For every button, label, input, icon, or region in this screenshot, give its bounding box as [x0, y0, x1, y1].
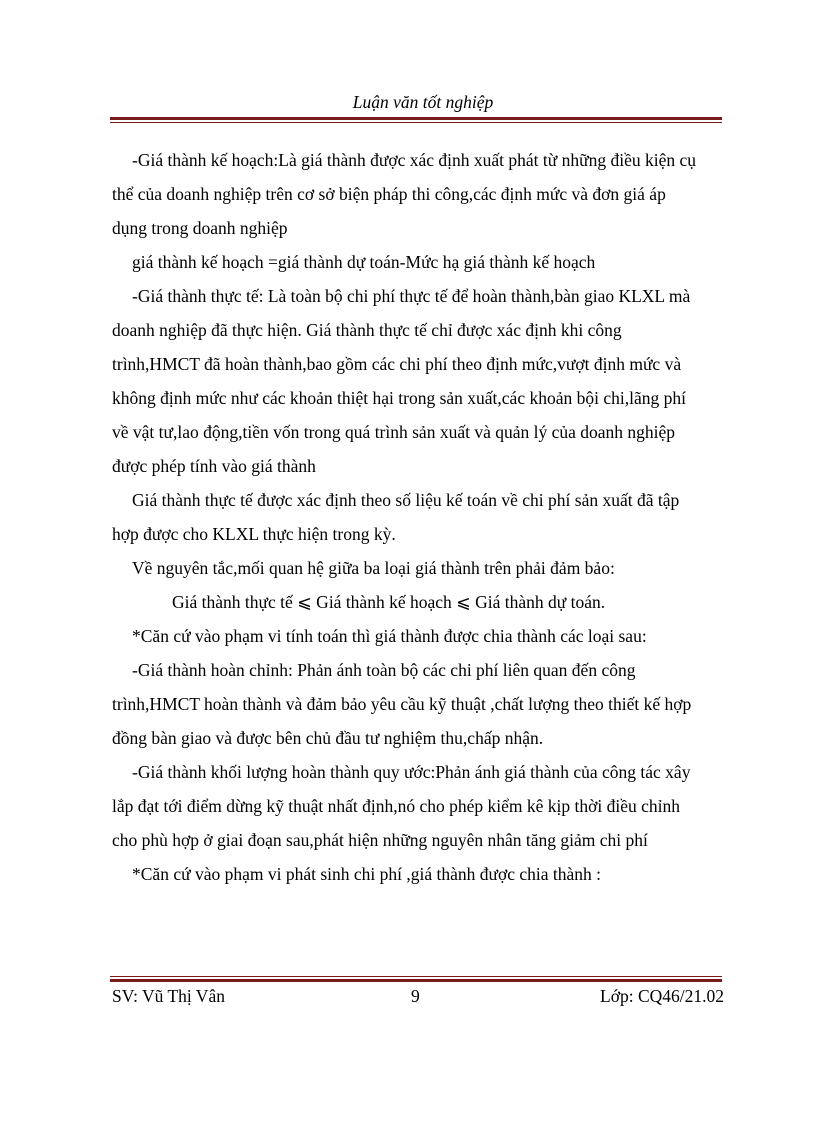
text-line: giá thành kế hoạch =giá thành dự toán-Mức hạ giá thành kế hoạch [132, 252, 596, 272]
text-line: dụng trong doanh nghiệp [112, 218, 288, 238]
footer-rule [110, 976, 722, 982]
text-line: trình,HMCT hoàn thành và đảm bảo yêu cầu kỹ thuật ,chất lượng theo thiết kế hợp [112, 694, 692, 714]
text-line: được phép tính vào giá thành [112, 456, 316, 476]
text-line: không định mức như các khoản thiệt hại trong sản xuất,các khoản bội chi,lãng phí [112, 388, 686, 408]
text-line: lắp đạt tới điểm dừng kỹ thuật nhất định,nó cho phép kiểm kê kịp thời điều chỉnh [112, 796, 680, 816]
text-line: *Căn cứ vào phạm vi phát sinh chi phí ,giá thành được chia thành : [132, 864, 602, 884]
text-line: -Giá thành kế hoạch:Là giá thành được xác định xuất phát từ những điều kiện cụ [132, 150, 696, 170]
footer-page-number: 9 [411, 986, 420, 1006]
text-line: -Giá thành khối lượng hoàn thành quy ước:Phản ánh giá thành của công tác xây [132, 762, 691, 782]
text-line: Giá thành thực tế được xác định theo số liệu kế toán về chi phí sản xuất đã tập [132, 490, 680, 510]
text-line: -Giá thành hoàn chỉnh: Phản ánh toàn bộ các chi phí liên quan đến công [132, 660, 636, 680]
text-line: Về nguyên tắc,mối quan hệ giữa ba loại giá thành trên phải đảm bảo: [132, 558, 615, 578]
text-line: trình,HMCT đã hoàn thành,bao gồm các chi phí theo định mức,vượt định mức và [112, 354, 682, 374]
text-line: -Giá thành thực tế: Là toàn bộ chi phí thực tế để hoàn thành,bàn giao KLXL mà [132, 286, 691, 306]
footer-class-code: Lớp: CQ46/21.02 [600, 986, 724, 1006]
text-line: thể của doanh nghiệp trên cơ sở biện pháp thi công,các định mức và đơn giá áp [112, 184, 666, 204]
footer-rule-thin [110, 976, 722, 977]
page-footer [112, 986, 724, 1010]
header-rule-thick [110, 117, 722, 120]
text-line: doanh nghiệp đã thực hiện. Giá thành thực tế chỉ được xác định khi công [112, 320, 622, 340]
header-rule-thin [110, 122, 722, 123]
text-line: *Căn cứ vào phạm vi tính toán thì giá thành được chia thành các loại sau: [132, 626, 647, 646]
footer-rule-thick [110, 979, 722, 982]
text-line: đồng bàn giao và được bên chủ đầu tư nghiệm thu,chấp nhận. [112, 728, 544, 748]
body-text [112, 143, 734, 891]
text-line: hợp được cho KLXL thực hiện trong kỳ. [112, 524, 396, 544]
text-line-inequality: Giá thành thực tế ⩽ Giá thành kế hoạch ⩽ Giá thành dự toán. [172, 592, 606, 612]
text-line: về vật tư,lao động,tiền vốn trong quá trình sản xuất và quản lý của doanh nghiệp [112, 422, 676, 442]
page-header-title: Luận văn tốt nghiệp [352, 92, 494, 112]
footer-student-name: SV: Vũ Thị Vân [112, 986, 225, 1006]
header-rule [110, 117, 722, 123]
text-line: cho phù hợp ở giai đoạn sau,phát hiện những nguyên nhân tăng giảm chi phí [112, 830, 648, 850]
